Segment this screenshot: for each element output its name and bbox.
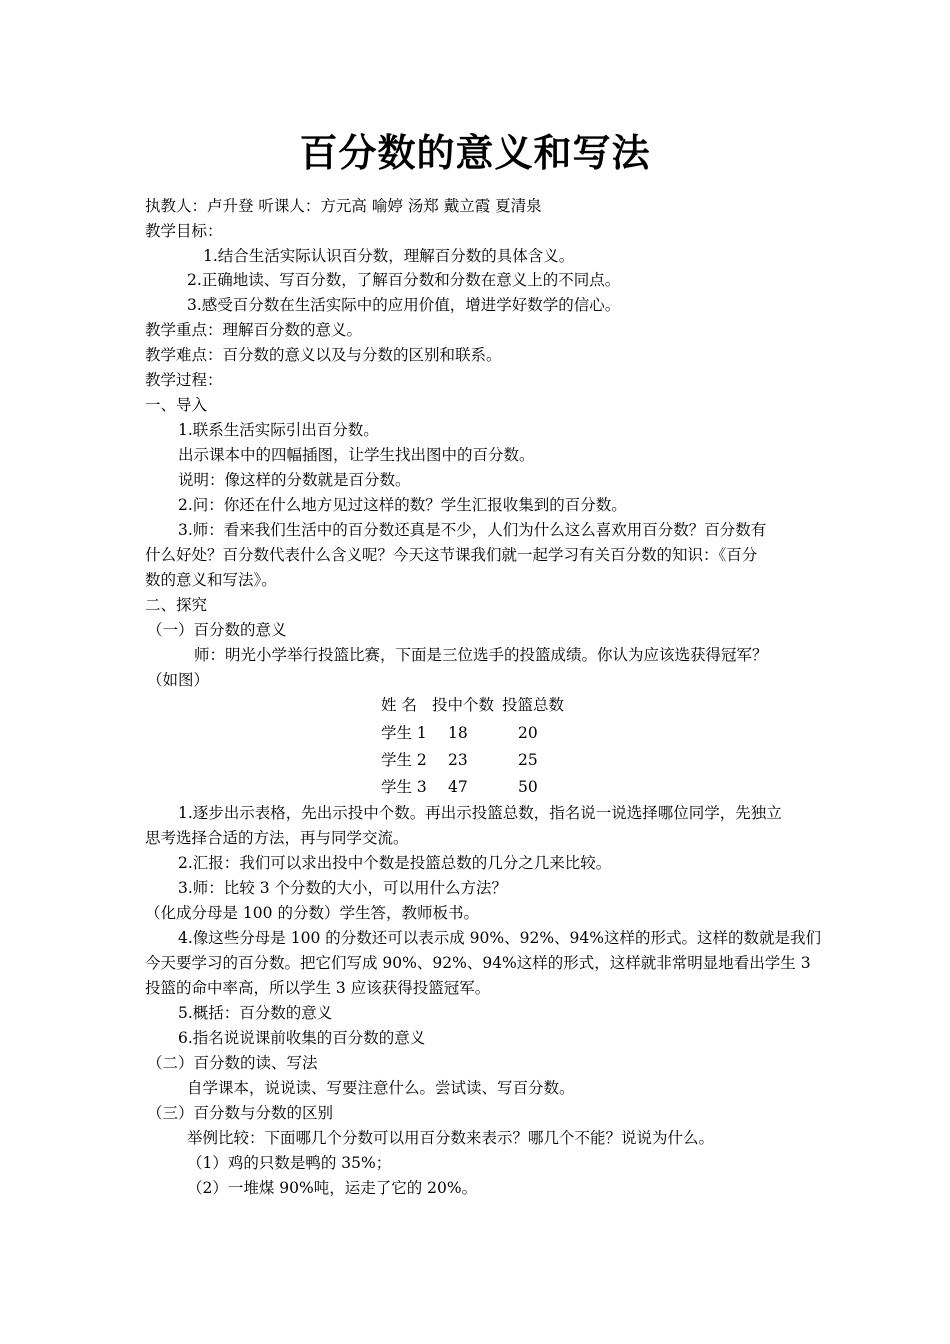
example-line: （1）鸡的只数是鸭的 35%； [187,1154,392,1172]
subsection-heading: （二）百分数的读、写法 [147,1054,318,1072]
paragraph-line: 1.逐步出示表格，先出示投中个数。再出示投篮总数，指名说一说选择哪位同学，先独立 [178,804,782,822]
paragraph-line: 投篮的命中率高，所以学生 3 应该获得投篮冠军。 [145,979,491,997]
table-cell: 学生 2 [381,751,427,769]
table-cell: 50 [518,778,538,796]
paragraph-line: 数的意义和写法》。 [145,571,277,589]
goal-item: 2.正确地读、写百分数，了解百分数和分数在意义上的不同点。 [187,271,621,289]
table-header-cell: 姓 名 [381,696,417,714]
paragraph-line: 5.概括：百分数的意义 [178,1004,333,1022]
paragraph-line: 2.汇报：我们可以求出投中个数是投篮总数的几分之几来比较。 [178,854,612,872]
table-header-cell: 投中个数 [432,696,495,714]
table-cell: 20 [518,724,538,742]
paragraph-line: 3.师：看来我们生活中的百分数还真是不少，人们为什么这么喜欢用百分数？百分数有 [178,521,767,539]
paragraph-line: 3.师：比较 3 个分数的大小，可以用什么方法？ [178,879,508,897]
paragraph-line: 出示课本中的四幅插图，让学生找出图中的百分数。 [178,446,535,464]
table-cell: 学生 3 [381,778,427,796]
section-heading: 二、探究 [145,596,208,614]
paragraph-line: （化成分母是 100 的分数）学生答，教师板书。 [145,904,479,922]
paragraph-line: 4.像这些分母是 100 的分数还可以表示成 90%、92%、94%这样的形式。这样的数就是我们 [178,929,822,947]
paragraph-line: 师：明光小学举行投篮比赛，下面是三位选手的投篮成绩。你认为应该选获得冠军？ [194,646,768,664]
table-cell: 23 [448,751,468,769]
document-title: 百分数的意义和写法 [299,131,651,175]
difficulty: 教学难点：百分数的意义以及与分数的区别和联系。 [145,346,502,364]
table-header-cell: 投篮总数 [502,696,565,714]
example-line: （2）一堆煤 90%吨，运走了它的 20%。 [187,1179,478,1197]
teacher-observer-line: 执教人：卢升登 听课人：方元高 喻婷 汤郑 戴立霞 夏清泉 [145,197,542,215]
section-heading: 一、导入 [145,396,208,414]
goals-heading: 教学目标： [145,222,223,240]
paragraph-line: 什么好处？百分数代表什么含义呢？今天这节课我们就一起学习有关百分数的知识：《百分 [145,546,758,564]
table-cell: 18 [448,724,468,742]
paragraph-line: 举例比较：下面哪几个分数可以用百分数来表示？哪几个不能？说说为什么。 [187,1129,715,1147]
paragraph-line: 说明：像这样的分数就是百分数。 [178,471,411,489]
goal-item: 3.感受百分数在生活实际中的应用价值，增进学好数学的信心。 [187,296,621,314]
table-cell: 47 [448,778,468,796]
paragraph-line: 6.指名说说课前收集的百分数的意义 [178,1029,426,1047]
key-point: 教学重点：理解百分数的意义。 [145,321,363,339]
table-cell: 25 [518,751,538,769]
goal-item: 1.结合生活实际认识百分数，理解百分数的具体含义。 [203,247,575,265]
process-heading: 教学过程： [145,371,223,389]
paragraph-line: 思考选择合适的方法，再与同学交流。 [145,829,409,847]
paragraph-line: 自学课本，说说读、写要注意什么。尝试读、写百分数。 [187,1079,575,1097]
paragraph-line: 今天要学习的百分数。把它们写成 90%、92%、94%这样的形式，这样就非常明显地看出学生 3 [145,954,811,972]
paragraph-line: （如图） [147,671,210,689]
table-cell: 学生 1 [381,724,427,742]
subsection-heading: （三）百分数与分数的区别 [147,1104,334,1122]
subsection-heading: （一）百分数的意义 [147,621,287,639]
paragraph-line: 2.问：你还在什么地方见过这样的数？学生汇报收集到的百分数。 [178,496,627,514]
paragraph-line: 1.联系生活实际引出百分数。 [178,421,379,439]
